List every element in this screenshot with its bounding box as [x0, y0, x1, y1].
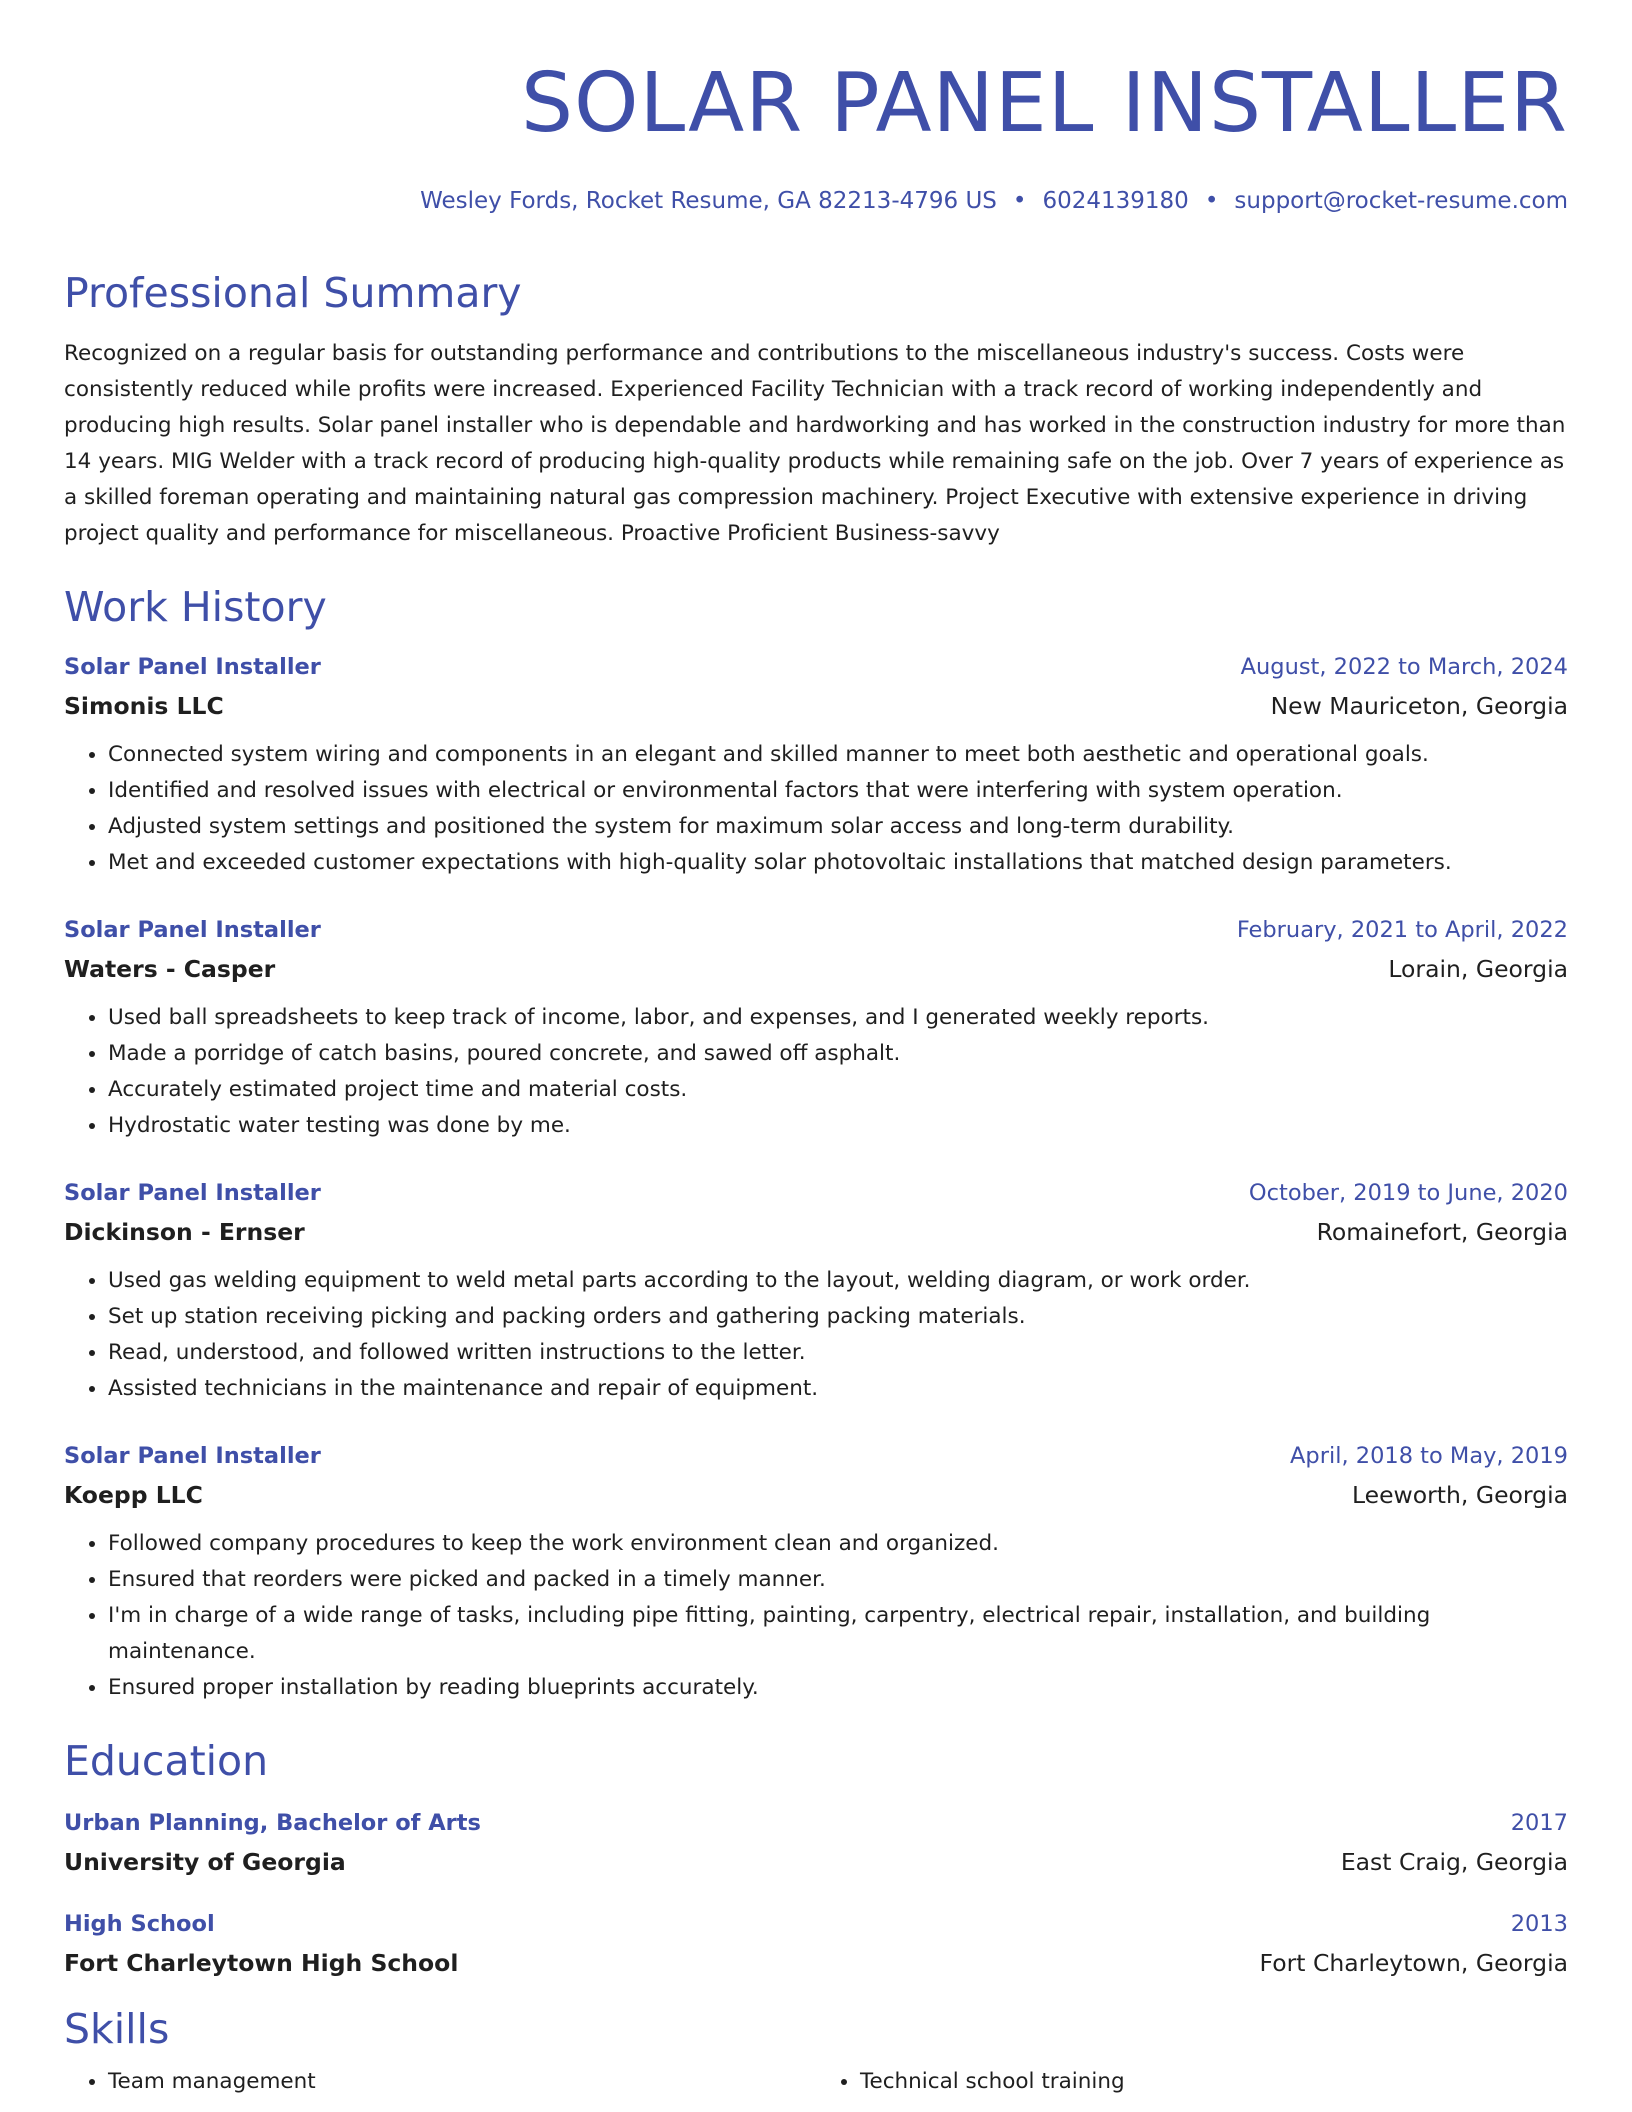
education-school-row: [64, 1948, 1568, 1978]
job-role: Solar Panel Installer: [64, 1180, 321, 1206]
job-company-row: [64, 1217, 1568, 1247]
job-company-row: [64, 954, 1568, 984]
job-company-row: [64, 1480, 1568, 1510]
education-entry: [64, 1808, 1568, 1877]
job-company: Dickinson - Ernser: [64, 1218, 305, 1246]
contact-separator: •: [1204, 188, 1219, 214]
job-company: Simonis LLC: [64, 692, 224, 720]
job-role-row: [64, 1441, 1568, 1471]
job-entry: [64, 652, 1568, 881]
job-bullet: • I'm in charge of a wide range of tasks, including pipe fitting, painting, carpentry, electrical repair, installation, and building maintenance.: [108, 1598, 1568, 1670]
education-degree-row: [64, 1808, 1568, 1838]
job-bullet: • Followed company procedures to keep the work environment clean and organized.: [108, 1526, 1568, 1562]
job-bullet: • Ensured that reorders were picked and packed in a timely manner.: [108, 1562, 1568, 1598]
job-company: Waters - Casper: [64, 955, 276, 983]
job-dates: October, 2019 to June, 2020: [1248, 1180, 1568, 1206]
job-location: New Mauriceton, Georgia: [1270, 692, 1568, 720]
education-school: University of Georgia: [64, 1848, 346, 1876]
job-bullets: [64, 1526, 1568, 1706]
job-location: Leeworth, Georgia: [1351, 1481, 1568, 1509]
education-year: 2017: [1510, 1810, 1568, 1836]
job-role: Solar Panel Installer: [64, 917, 321, 943]
job-bullets: [64, 737, 1568, 881]
job-bullet: • Used ball spreadsheets to keep track of income, labor, and expenses, and I generated weekly reports.: [108, 1000, 1568, 1036]
summary-text: Recognized on a regular basis for outstanding performance and contributions to the miscellaneous industry's success. Costs were consistently reduced while profits were increased. Experienced Facility Technician with a track record of working independently and producing high results. Solar panel installer who is dependable and hardworking and has worked in the construction industry for more than 14 years. MIG Welder with a track record of producing high-quality products while remaining safe on the job. Over 7 years of experience as a skilled foreman operating and maintaining natural gas compression machinery. Project Executive with extensive experience in driving project quality and performance for miscellaneous. Proactive Proficient Business-savvy: [64, 341, 1566, 546]
contact-email[interactable]: support@rocket-resume.com: [1234, 188, 1568, 214]
job-bullet: • Met and exceeded customer expectations with high-quality solar photovoltaic installations that matched design parameters.: [108, 845, 1568, 881]
job-dates: February, 2021 to April, 2022: [1236, 917, 1568, 943]
job-bullets: [64, 1000, 1568, 1144]
job-bullet: • Identified and resolved issues with electrical or environmental factors that were interfering with system operation.: [108, 773, 1568, 809]
education-degree: High School: [64, 1911, 215, 1937]
skills-list: [64, 2064, 1568, 2100]
skills-heading: Skills: [64, 2005, 170, 2053]
job-entry: [64, 1441, 1568, 1706]
resume-title: SOLAR PANEL INSTALLER: [520, 56, 1568, 151]
job-role-row: [64, 915, 1568, 945]
contact-address: Wesley Fords, Rocket Resume, GA 82213-4796 US: [420, 188, 997, 214]
education-location: East Craig, Georgia: [1340, 1848, 1568, 1876]
education-location: Fort Charleytown, Georgia: [1259, 1949, 1568, 1977]
job-entry: [64, 1178, 1568, 1407]
job-bullet: • Assisted technicians in the maintenance and repair of equipment.: [108, 1371, 1568, 1407]
job-role-row: [64, 1178, 1568, 1208]
education-school: Fort Charleytown High School: [64, 1949, 459, 1977]
education-degree: Urban Planning, Bachelor of Arts: [64, 1810, 481, 1836]
resume-page: [64, 0, 1568, 2100]
job-bullet: • Set up station receiving picking and packing orders and gathering packing materials.: [108, 1299, 1568, 1335]
job-role: Solar Panel Installer: [64, 654, 321, 680]
job-company-row: [64, 691, 1568, 721]
job-location: Romainefort, Georgia: [1316, 1218, 1568, 1246]
contact-line: [64, 186, 1568, 216]
contact-phone: 6024139180: [1042, 188, 1189, 214]
job-bullet: • Connected system wiring and components in an elegant and skilled manner to meet both aesthetic and operational goals.: [108, 737, 1568, 773]
job-bullet: • Made a porridge of catch basins, poured concrete, and sawed off asphalt.: [108, 1036, 1568, 1072]
job-dates: August, 2022 to March, 2024: [1240, 654, 1568, 680]
contact-separator: •: [1012, 188, 1027, 214]
summary-heading: Professional Summary: [64, 269, 522, 317]
job-bullet: • Used gas welding equipment to weld metal parts according to the layout, welding diagram, or work order.: [108, 1263, 1568, 1299]
skills-column: [816, 2064, 1568, 2100]
job-bullet: • Accurately estimated project time and material costs.: [108, 1072, 1568, 1108]
job-company: Koepp LLC: [64, 1481, 203, 1509]
education-degree-row: [64, 1909, 1568, 1939]
education-heading: Education: [64, 1737, 269, 1785]
job-role-row: [64, 652, 1568, 682]
job-bullets: [64, 1263, 1568, 1407]
job-entry: [64, 915, 1568, 1144]
skill-item: • Team management: [108, 2064, 816, 2100]
skills-column: [64, 2064, 816, 2100]
education-school-row: [64, 1847, 1568, 1877]
job-bullet: • Hydrostatic water testing was done by me.: [108, 1108, 1568, 1144]
job-bullet: • Ensured proper installation by reading blueprints accurately.: [108, 1670, 1568, 1706]
job-bullet: • Read, understood, and followed written instructions to the letter.: [108, 1335, 1568, 1371]
job-location: Lorain, Georgia: [1388, 955, 1568, 983]
job-role: Solar Panel Installer: [64, 1443, 321, 1469]
education-entry: [64, 1909, 1568, 1978]
work-history-heading: Work History: [64, 583, 327, 631]
education-year: 2013: [1510, 1911, 1568, 1937]
job-dates: April, 2018 to May, 2019: [1290, 1443, 1568, 1469]
skill-item: • Technical school training: [860, 2064, 1568, 2100]
job-bullet: • Adjusted system settings and positioned the system for maximum solar access and long-term durability.: [108, 809, 1568, 845]
